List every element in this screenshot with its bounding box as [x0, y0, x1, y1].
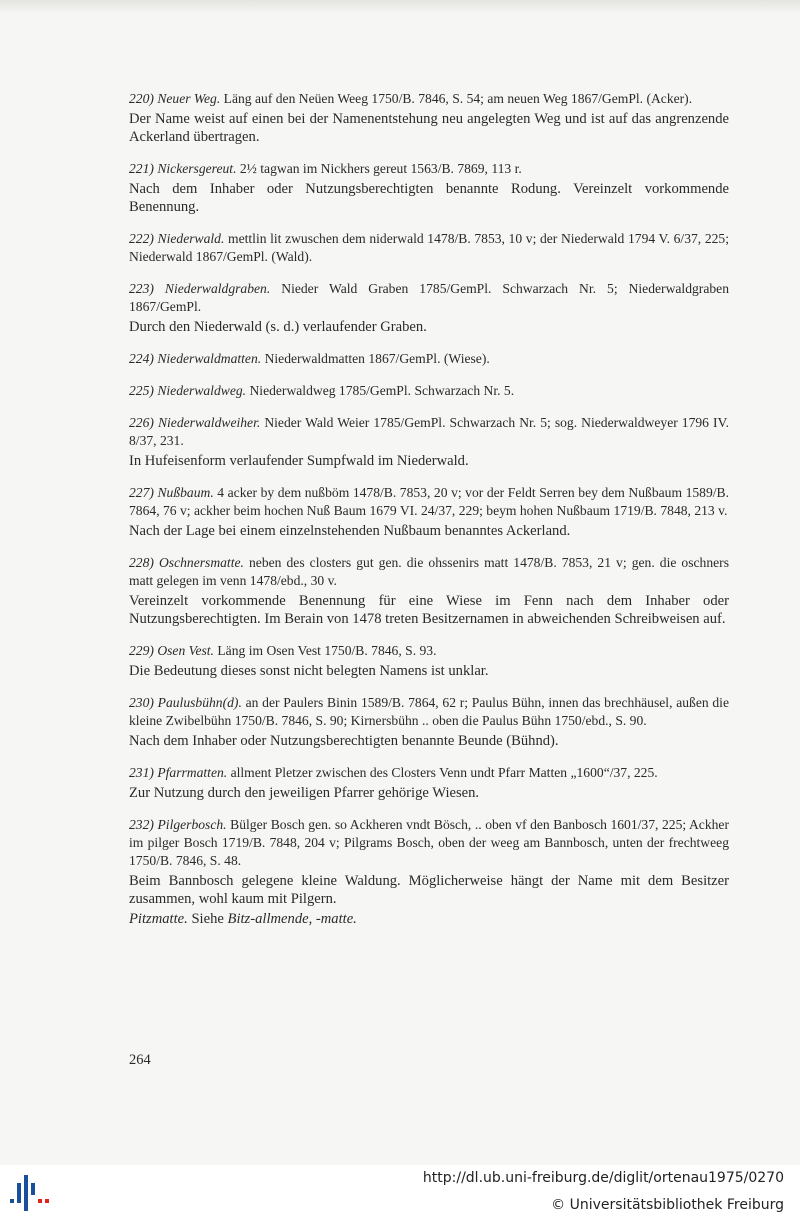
entry: [129, 280, 729, 336]
scan-edge: [0, 0, 800, 14]
crossref-see: Siehe: [191, 911, 224, 927]
entry-name: 232) Pilgerbosch.: [129, 817, 227, 832]
entry-citation: Läng auf den Neüen Weeg 1750/B. 7846, S. 54; am neuen Weg 1867/GemPl. (Acker).: [223, 91, 693, 106]
entry-source-line: [129, 350, 729, 368]
entry: [129, 382, 729, 400]
entry: [129, 484, 729, 540]
page-number: 264: [129, 1052, 151, 1068]
entry-explanation: Zur Nutzung durch den jeweiligen Pfarrer gehörige Wiesen.: [129, 785, 480, 801]
entry-source-line: [129, 414, 729, 450]
source-url-link[interactable]: http://dl.ub.uni-freiburg.de/diglit/ortenau1975/0270: [422, 1170, 784, 1186]
entry-explanation: Beim Bannbosch gelegene kleine Waldung. Möglicherweise hängt der Name mit dem Besitzer zusammen, wohl kaum mit Pilgern.: [129, 873, 729, 907]
entry-explanation: In Hufeisenform verlaufender Sumpfwald im Niederwald.: [129, 453, 469, 469]
entry-name: 221) Nickersgereut.: [129, 161, 237, 176]
entry-citation: mettlin lit zwuschen dem niderwald 1478/B. 7853, 10 v; der Niederwald 1794 V. 6/37, 225; Niederwald 1867/GemPl. (Wald).: [129, 231, 729, 264]
entry: [129, 230, 729, 266]
crossref-target: Bitz-allmende, -matte.: [227, 911, 357, 927]
entry-explanation: Nach dem Inhaber oder Nutzungsberechtigten benannte Rodung. Vereinzelt vorkommende Benennung.: [129, 181, 729, 215]
entry-name: 228) Oschnersmatte.: [129, 555, 244, 570]
entry-source-line: [129, 160, 729, 178]
entry: [129, 90, 729, 146]
entries-list: [129, 90, 729, 928]
entry-citation: Läng im Osen Vest 1750/B. 7846, S. 93.: [217, 643, 437, 658]
entry: [129, 350, 729, 368]
entry-name: 223) Niederwaldgraben.: [129, 281, 271, 296]
ub-freiburg-logo-icon[interactable]: [10, 1173, 50, 1213]
entry-citation: Bülger Bosch gen. so Ackheren vndt Bösch, .. oben vf den Banbosch 1601/37, 225; Ackher im pilger Bosch 1719/B. 7848, 204 v; Pilgrams Bosch, oben der weeg am Bannbosch, unten der frechtweeg 1750/B. 7846, S. 48.: [129, 817, 729, 868]
entry-explanation: Vereinzelt vorkommende Benennung für eine Wiese im Fenn nach dem Inhaber oder Nutzungsberechtigten. Im Berain von 1478 treten Besitzernamen in abweichenden Schreibweisen auf.: [129, 593, 729, 627]
entry-citation: Nieder Wald Graben 1785/GemPl. Schwarzach Nr. 5; Niederwaldgraben 1867/GemPl.: [129, 281, 729, 314]
entry-name: 226) Niederwaldweiher.: [129, 415, 261, 430]
entry-citation: neben des closters gut gen. die ohssenirs matt 1478/B. 7853, 21 v; gen. die oschners matt gelegen im venn 1478/ebd., 30 v.: [129, 555, 729, 588]
entry-source-line: [129, 554, 729, 590]
entry-name: 224) Niederwaldmatten.: [129, 351, 262, 366]
entry-name: 230) Paulusbühn(d).: [129, 695, 242, 710]
crossref-name: Pitzmatte.: [129, 911, 188, 927]
entry-name: 225) Niederwaldweg.: [129, 383, 247, 398]
entry-source-line: [129, 90, 729, 108]
entry: [129, 554, 729, 628]
entry-explanation: Die Bedeutung dieses sonst nicht belegten Namens ist unklar.: [129, 663, 489, 679]
entry-name: 227) Nußbaum.: [129, 485, 214, 500]
entry-source-line: [129, 280, 729, 316]
entry-citation: an der Paulers Binin 1589/B. 7864, 62 r; Paulus Bühn, innen das brechhäusel, außen die kleine Zwibelbühn 1750/B. 7846, S. 90; Kirnersbühn .. oben die Paulus Bühn 1750/ebd., S. 90.: [129, 695, 729, 728]
entry: [129, 160, 729, 216]
entry-source-line: [129, 694, 729, 730]
entry: [129, 764, 729, 802]
entry: [129, 694, 729, 750]
entry-citation: Nieder Wald Weier 1785/GemPl. Schwarzach Nr. 5; sog. Niederwaldweyer 1796 IV. 8/37, 231.: [129, 415, 729, 448]
copyright-text: © Universitätsbibliothek Freiburg: [551, 1197, 784, 1213]
entry-source-line: [129, 642, 729, 660]
entry-source-line: [129, 382, 729, 400]
entry: [129, 414, 729, 470]
entry-source-line: [129, 230, 729, 266]
entry-name: 231) Pfarrmatten.: [129, 765, 228, 780]
entry-citation: Niederwaldweg 1785/GemPl. Schwarzach Nr. 5.: [249, 383, 515, 398]
entry-name: 229) Osen Vest.: [129, 643, 214, 658]
entry-citation: allment Pletzer zwischen des Closters Venn undt Pfarr Matten „1600“/37, 225.: [230, 765, 658, 780]
entry-source-line: [129, 816, 729, 870]
entry-explanation: Nach dem Inhaber oder Nutzungsberechtigten benannte Beunde (Bühnd).: [129, 733, 559, 749]
entry-explanation: Durch den Niederwald (s. d.) verlaufender Graben.: [129, 319, 427, 335]
entry-name: 222) Niederwald.: [129, 231, 225, 246]
entry-citation: 4 acker by dem nußböm 1478/B. 7853, 20 v; vor der Feldt Serren bey dem Nußbaum 1589/B. 7864, 76 v; ackher beim hochen Nuß Baum 1679 VI. 24/37, 229; beym hohen Nußbaum 1719/B. 7848, 213 v.: [129, 485, 729, 518]
entry-explanation: Der Name weist auf einen bei der Namenentstehung neu angelegten Weg und ist auf das angrenzende Ackerland übertragen.: [129, 111, 729, 145]
footer-bar: [0, 1165, 800, 1220]
entry-source-line: [129, 484, 729, 520]
entry-source-line: [129, 764, 729, 782]
entry-explanation: Nach der Lage bei einem einzelnstehenden Nußbaum benanntes Ackerland.: [129, 523, 571, 539]
entry-citation: 2½ tagwan im Nickhers gereut 1563/B. 7869, 113 r.: [239, 161, 522, 176]
entry-citation: Niederwaldmatten 1867/GemPl. (Wiese).: [264, 351, 490, 366]
entry: [129, 642, 729, 680]
entry: [129, 816, 729, 908]
cross-reference: [129, 910, 729, 928]
entry-name: 220) Neuer Weg.: [129, 91, 221, 106]
